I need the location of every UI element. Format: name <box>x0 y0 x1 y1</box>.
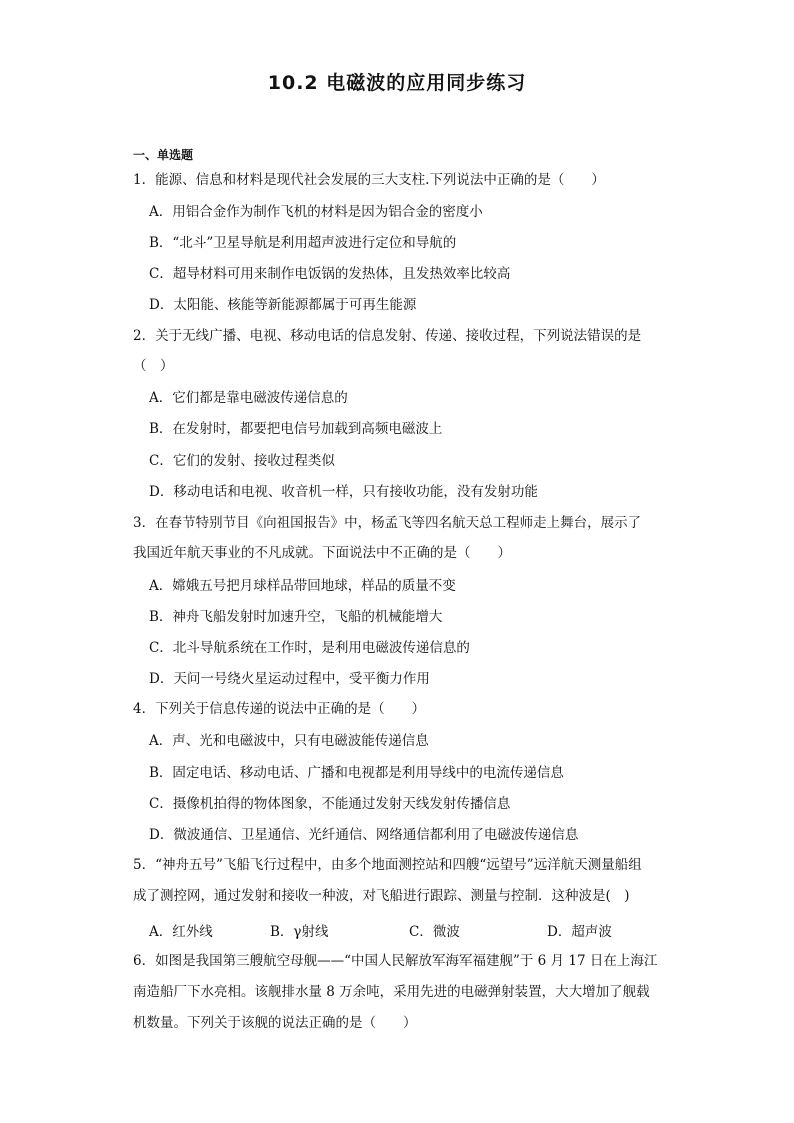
question-1-option-c: C．超导材料可用来制作电饭锅的发热体，且发热效率比较高 <box>149 266 511 282</box>
question-6-stem-line-1: 6．如图是我国第三艘航空母舰——“中国人民解放军海军福建舰”于 6 月 17 日在上海江 <box>133 953 658 969</box>
question-2-option-b: B．在发射时，都要把电信号加载到高频电磁波上 <box>149 421 443 437</box>
page-title: 10.2 电磁波的应用同步练习 <box>267 72 527 94</box>
question-5-option-b: B．γ射线 <box>270 924 329 940</box>
question-3-option-a: A．嫦娥五号把月球样品带回地球，样品的质量不变 <box>149 578 456 594</box>
question-3-stem-line-2: 我国近年航天事业的不凡成就。下面说法中不正确的是（ ） <box>133 545 511 561</box>
question-4-option-a: A．声、光和电磁波中，只有电磁波能传递信息 <box>149 733 429 749</box>
question-4-option-c: C．摄像机拍得的物体图象，不能通过发射天线发射传播信息 <box>149 796 511 812</box>
question-4-stem: 4．下列关于信息传递的说法中正确的是（ ） <box>133 701 426 717</box>
question-3-stem-line-1: 3．在春节特别节目《向祖国报告》中，杨孟飞等四名航天总工程师走上舞台，展示了 <box>133 515 642 531</box>
question-2-option-a: A．它们都是靠电磁波传递信息的 <box>149 390 348 406</box>
question-6-stem-line-3: 机数量。下列关于该舰的说法正确的是（ ） <box>133 1015 417 1031</box>
question-2-stem-line-1: 2．关于无线广播、电视、移动电话的信息发射、传递、接收过程，下列说法错误的是 <box>133 328 642 344</box>
question-3-option-d: D．天问一号绕火星运动过程中，受平衡力作用 <box>149 671 430 687</box>
question-4-option-d: D．微波通信、卫星通信、光纤通信、网络通信都利用了电磁波传递信息 <box>149 827 579 843</box>
question-3-option-c: C．北斗导航系统在工作时，是利用电磁波传递信息的 <box>149 640 470 656</box>
question-5-stem-line-1: 5．“神舟五号”飞船飞行过程中，由多个地面测控站和四艘“远望号”远洋航天测量船组 <box>133 857 642 873</box>
question-2-stem-line-2: （ ） <box>133 358 174 374</box>
question-3-option-b: B．神舟飞船发射时加速升空，飞船的机械能增大 <box>149 609 443 625</box>
question-5-option-c: C．微波 <box>409 924 460 940</box>
question-1-option-b: B．“北斗”卫星导航是利用超声波进行定位和导航的 <box>149 235 457 251</box>
question-1-option-a: A．用铝合金作为制作飞机的材料是因为铝合金的密度小 <box>149 204 483 220</box>
question-5-option-d: D．超声波 <box>547 924 612 940</box>
question-5-stem-line-2: 成了测控网，通过发射和接收一种波，对飞船进行跟踪、测量与控制．这种波是( ) <box>133 888 630 904</box>
question-5-option-a: A．红外线 <box>149 924 213 940</box>
question-4-option-b: B．固定电话、移动电话、广播和电视都是利用导线中的电流传递信息 <box>149 765 564 781</box>
question-2-option-d: D．移动电话和电视、收音机一样，只有接收功能，没有发射功能 <box>149 484 538 500</box>
question-2-option-c: C．它们的发射、接收过程类似 <box>149 453 335 469</box>
question-1-stem: 1．能源、信息和材料是现代社会发展的三大支柱.下列说法中正确的是（ ） <box>133 172 605 188</box>
question-1-option-d: D．太阳能、核能等新能源都属于可再生能源 <box>149 297 417 313</box>
section-heading: 一、单选题 <box>133 148 194 162</box>
question-6-stem-line-2: 南造船厂下水亮相。该舰排水量 8 万余吨，采用先进的电磁弹射装置，大大增加了舰载 <box>133 984 650 1000</box>
